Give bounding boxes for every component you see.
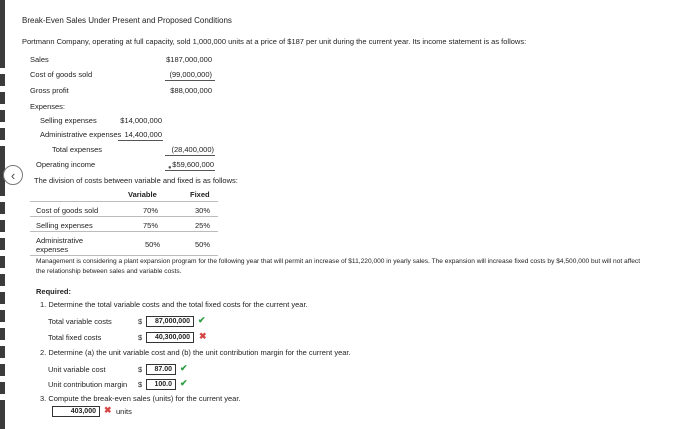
x-icon: ✖	[199, 331, 207, 341]
unit-variable-cost-label: Unit variable cost	[48, 365, 106, 374]
selling-expenses-value: $14,000,000	[120, 116, 162, 125]
question-3: 3. Compute the break-even sales (units) for the current year.	[40, 394, 241, 403]
check-icon: ✔	[180, 363, 188, 373]
admin-expenses-label: Administrative expenses	[40, 130, 122, 139]
unit-contribution-margin-label: Unit contribution margin	[48, 380, 128, 389]
cogs-value: (99,000,000)	[169, 70, 212, 79]
strip-tick	[0, 104, 5, 110]
total-variable-costs-input[interactable]: 87,000,000	[146, 316, 194, 327]
row-admin-fixed: 50%	[195, 240, 211, 249]
row-admin-label: Administrative expenses	[36, 236, 84, 254]
currency-symbol: $	[138, 317, 143, 326]
strip-tick	[0, 196, 5, 202]
currency-symbol: $	[138, 380, 143, 389]
header-fixed: Fixed	[190, 190, 210, 199]
currency-symbol: $	[138, 365, 143, 374]
strip-tick	[0, 394, 5, 400]
required-label: Required:	[36, 287, 72, 296]
strip-tick	[0, 304, 5, 310]
strip-tick	[0, 268, 5, 274]
row-admin-variable: 50%	[145, 240, 161, 249]
strip-tick	[0, 376, 5, 382]
strip-tick	[0, 86, 5, 92]
table-rule	[30, 255, 218, 256]
table-rule	[30, 216, 218, 217]
break-even-units-input[interactable]: 403,000	[52, 406, 100, 417]
divider	[165, 155, 215, 156]
unit-contribution-margin-input[interactable]: 100.0	[146, 379, 176, 390]
x-icon: ✖	[104, 405, 112, 415]
gross-profit-value: $88,000,000	[170, 86, 212, 95]
total-expenses-label: Total expenses	[52, 145, 103, 154]
total-variable-costs-label: Total variable costs	[48, 317, 112, 326]
sales-value: $187,000,000	[166, 55, 212, 64]
divider	[165, 80, 215, 81]
unit-variable-cost-input[interactable]: 87.00	[146, 364, 176, 375]
operating-income-label: Operating income	[36, 160, 96, 169]
management-text-1: Management is considering a plant expansion program for the following year that will permit an increase of $11,220,000 in yearly sales. The expansion will increase fixed costs by $4,500,000 but will not affect	[36, 258, 641, 265]
row-cogs-label: Cost of goods sold	[36, 206, 99, 215]
total-expenses-value: (28,400,000)	[171, 145, 214, 154]
units-label: units	[116, 407, 132, 416]
chevron-left-icon: ‹	[10, 167, 16, 183]
management-text-2: the relationship between sales and variable costs.	[36, 268, 182, 275]
left-side-strip	[0, 0, 5, 429]
admin-expenses-value: 14,400,000	[124, 130, 162, 139]
gross-profit-label: Gross profit	[30, 86, 69, 95]
question-1: 1. Determine the total variable costs and the total fixed costs for the current year.	[40, 300, 308, 309]
strip-tick	[0, 250, 5, 256]
strip-tick	[0, 340, 5, 346]
problem-intro: Portmann Company, operating at full capacity, sold 1,000,000 units at a price of $187 per unit during the current year. Its income statement is as follows:	[22, 37, 527, 46]
strip-tick	[0, 214, 5, 220]
operating-income-value: $59,600,000	[172, 160, 214, 169]
row-selling-label: Selling expenses	[36, 221, 93, 230]
division-text: The division of costs between variable and fixed is as follows:	[34, 176, 238, 185]
strip-tick	[0, 140, 5, 146]
row-selling-fixed: 25%	[195, 221, 211, 230]
header-variable: Variable	[128, 190, 157, 199]
row-cogs-variable: 70%	[143, 206, 159, 215]
strip-tick	[0, 232, 5, 238]
strip-tick	[0, 286, 5, 292]
check-icon: ✔	[180, 378, 188, 388]
question-2: 2. Determine (a) the unit variable cost and (b) the unit contribution margin for the current year.	[40, 348, 351, 357]
previous-button[interactable]	[3, 165, 23, 185]
total-fixed-costs-input[interactable]: 40,300,000	[146, 332, 194, 343]
row-cogs-fixed: 30%	[195, 206, 211, 215]
selling-expenses-label: Selling expenses	[40, 116, 97, 125]
divider	[118, 140, 163, 141]
strip-tick	[0, 358, 5, 364]
strip-tick	[0, 122, 5, 128]
sales-label: Sales	[30, 55, 49, 64]
page-title: Break-Even Sales Under Present and Proposed Conditions	[22, 16, 232, 25]
currency-symbol: $	[138, 333, 143, 342]
cursor-marker: ●	[168, 165, 172, 171]
divider	[165, 170, 215, 171]
check-icon: ✔	[198, 315, 206, 325]
table-rule	[30, 201, 218, 202]
total-fixed-costs-label: Total fixed costs	[48, 333, 102, 342]
strip-tick	[0, 322, 5, 328]
strip-tick	[0, 68, 5, 74]
cogs-label: Cost of goods sold	[30, 70, 93, 79]
table-rule	[30, 231, 218, 232]
expenses-label: Expenses:	[30, 102, 66, 111]
row-selling-variable: 75%	[143, 221, 159, 230]
